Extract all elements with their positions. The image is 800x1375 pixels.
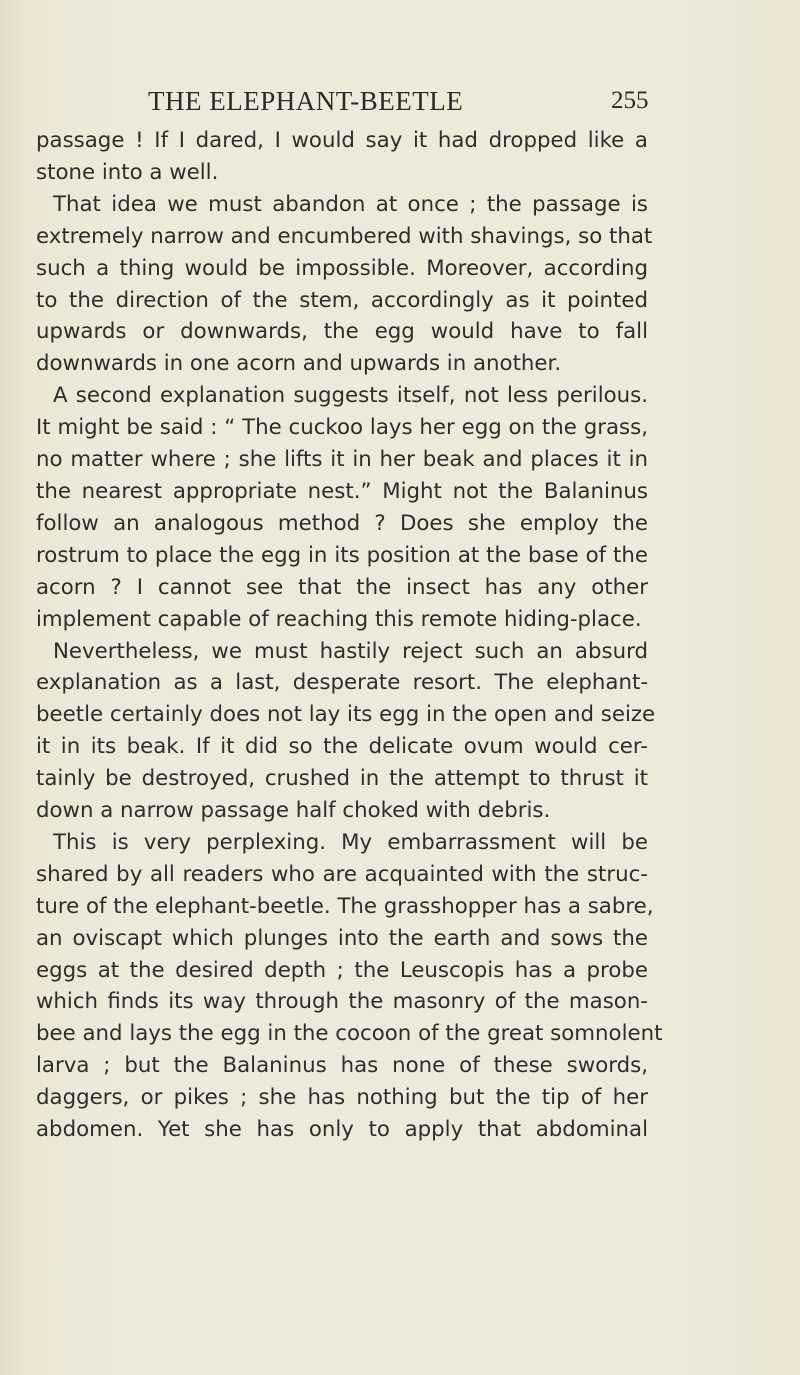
text-line: larva ; but the Balaninus has none of these swords, bbox=[36, 1053, 648, 1079]
running-head bbox=[0, 86, 800, 116]
text-line: down a narrow passage half choked with debris. bbox=[36, 798, 551, 824]
text-line: acorn ? I cannot see that the insect has any other bbox=[36, 574, 648, 600]
text-line: explanation as a last, desperate resort. The elephant- bbox=[36, 670, 648, 696]
text-line: to the direction of the stem, accordingly as it pointed bbox=[36, 287, 648, 313]
text-line: eggs at the desired depth ; the Leuscopis has a probe bbox=[36, 957, 648, 983]
body-text bbox=[36, 125, 663, 1146]
text-line: abdomen. Yet she has only to apply that abdominal bbox=[36, 1117, 648, 1143]
text-line: stone into a well. bbox=[36, 159, 219, 185]
text-line: A second explanation suggests itself, not less perilous. bbox=[53, 383, 648, 409]
running-title: THE ELEPHANT-BEETLE bbox=[148, 86, 464, 116]
paragraph bbox=[36, 827, 663, 1146]
text-line: no matter where ; she lifts it in her beak and places it in bbox=[36, 447, 648, 473]
paragraph bbox=[36, 380, 648, 635]
text-line: the nearest appropriate nest.” Might not the Balaninus bbox=[36, 478, 648, 504]
text-line: downwards in one acorn and upwards in another. bbox=[36, 351, 562, 377]
text-line: it in its beak. If it did so the delicate ovum would cer- bbox=[36, 734, 648, 760]
text-line: rostrum to place the egg in its position at the base of the bbox=[36, 542, 648, 568]
text-line: beetle certainly does not lay its egg in the open and seize bbox=[36, 702, 656, 728]
text-line: upwards or downwards, the egg would have to fall bbox=[36, 319, 648, 345]
text-line: such a thing would be impossible. Moreover, according bbox=[36, 255, 648, 281]
text-line: ture of the elephant-beetle. The grasshopper has a sabre, bbox=[36, 893, 654, 919]
paragraph bbox=[36, 125, 648, 189]
text-line: tainly be destroyed, crushed in the attempt to thrust it bbox=[36, 766, 648, 792]
text-line: shared by all readers who are acquainted with the struc- bbox=[36, 861, 648, 887]
page-number: 255 bbox=[611, 87, 649, 114]
text-line: bee and lays the egg in the cocoon of the great somnolent bbox=[36, 1021, 663, 1047]
text-line: That idea we must abandon at once ; the passage is bbox=[53, 191, 648, 217]
text-line: an oviscapt which plunges into the earth and sows the bbox=[36, 925, 648, 951]
text-line: extremely narrow and encumbered with shavings, so that bbox=[36, 223, 653, 249]
text-line: which finds its way through the masonry of the mason- bbox=[36, 989, 648, 1015]
text-line: It might be said : “ The cuckoo lays her egg on the grass, bbox=[36, 415, 648, 441]
text-line: daggers, or pikes ; she has nothing but the tip of her bbox=[36, 1085, 648, 1111]
text-line: follow an analogous method ? Does she employ the bbox=[36, 510, 648, 536]
text-line: This is very perplexing. My embarrassment will be bbox=[53, 829, 648, 855]
paragraph bbox=[36, 636, 656, 827]
text-line: passage ! If I dared, I would say it had dropped like a bbox=[36, 128, 648, 153]
paragraph bbox=[36, 189, 653, 380]
text-line: Nevertheless, we must hastily reject such an absurd bbox=[53, 638, 648, 664]
text-line: implement capable of reaching this remote hiding-place. bbox=[36, 606, 642, 632]
